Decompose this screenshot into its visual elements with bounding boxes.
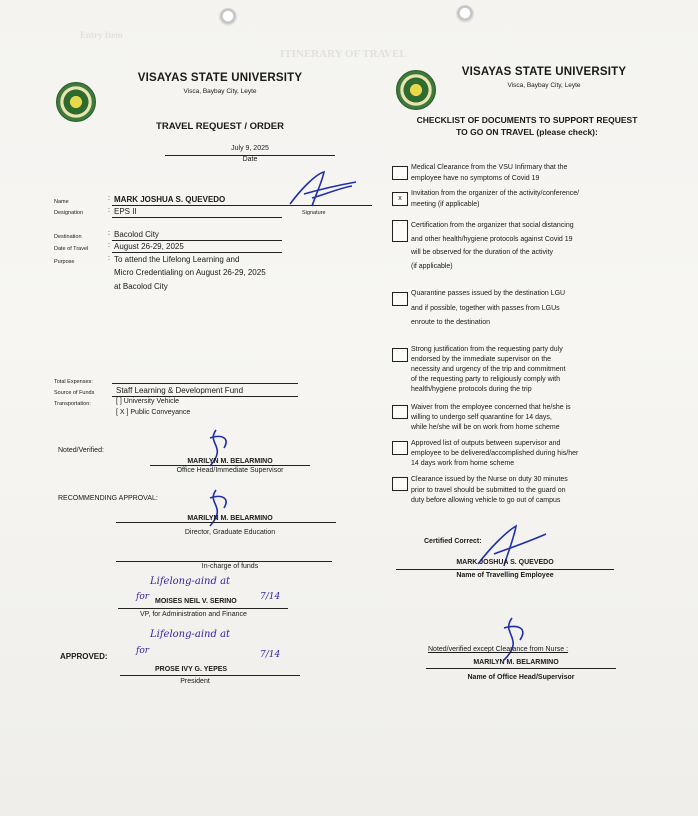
employee-underline	[396, 569, 614, 570]
supervisor-title: Name of Office Head/Supervisor	[467, 674, 575, 681]
checklist-checkbox[interactable]	[392, 441, 408, 455]
transport-option-university-vehicle: [ ] University Vehicle	[116, 398, 180, 405]
checklist-item-text: duty before allowing vehicle to go out of campus	[411, 497, 561, 504]
transport-option-public-conveyance: [ X ] Public Conveyance	[116, 409, 191, 416]
university-seal-icon	[396, 70, 436, 110]
checklist-item-text: endorsed by the immediate supervisor on the	[411, 356, 552, 363]
checklist-item-text: while he/she will be on work from home scheme	[411, 424, 560, 431]
president-name: PROSE IVY G. YEPES	[155, 666, 228, 673]
punch-hole-icon	[219, 8, 237, 26]
bleed-through-text: Entry Item	[80, 30, 123, 40]
noted-except-label: Noted/verified except Clearance from Nurse :	[428, 646, 569, 653]
noted-underline	[150, 465, 310, 466]
checklist-checkbox[interactable]	[392, 220, 408, 242]
funds-title: In-charge of funds	[201, 563, 259, 570]
checklist-checkbox[interactable]	[392, 292, 408, 306]
checklist-checkbox[interactable]	[392, 348, 408, 362]
date-label: Date	[242, 156, 258, 163]
employee-name: MARK JOSHUA S. QUEVEDO	[456, 559, 554, 566]
university-seal-icon	[56, 82, 96, 122]
name-underline	[112, 205, 372, 206]
checklist-item-text: and other health/hygiene protocols against Covid 19	[411, 235, 573, 243]
vp-title: VP, for Administration and Finance	[140, 611, 247, 618]
checklist-item-text: Invitation from the organizer of the activity/conference/	[411, 190, 580, 197]
president-title: President	[180, 678, 210, 685]
checklist-checkbox[interactable]: x	[392, 192, 408, 206]
form-title: TRAVEL REQUEST / ORDER	[156, 121, 284, 132]
noted-label: Noted/Verified:	[58, 447, 104, 454]
noted-name: MARILYN M. BELARMINO	[187, 458, 273, 465]
checklist-item-text: Approved list of outputs between supervisor and	[411, 440, 561, 447]
approved-label: APPROVED:	[60, 652, 108, 661]
university-name: VISAYAS STATE UNIVERSITY	[137, 72, 303, 84]
handwritten-date: 7/14	[260, 650, 281, 660]
document-sheet: ITINERARY OF TRAVEL Entry Item VISAYAS STATE UNIVERSITY Visca, Baybay City, Leyte TRAVEL REQUEST / ORDER July 9, 2025 Date Name : MARK JOSHUA S. QUEVEDO Designation : EPS II Signature Destination : Bacolod City Date of Travel : August 26-29, 2025 Purpose : To attend the Lifelong Learning and Micro Credentialing on August 26-29, 2025 at Bacolod City Total Expenses: Source of Funds Staff Learning & Development Fund Transportation: [ ] University Vehicle [ X ] Public Conveyance Noted/Verified: MARILYN M. BELARMINO Office Head/Immediate Supervisor RECOMMENDING APPROVAL: MARILYN M. BELARMINO Director, Graduate Education In-charge of funds Lifelong-aind at for 7/14 MOISES NEIL V. SERINO VP, for Administration and Finance Lifelong-aind at for 7/14 APPROVED: PROSE IVY G. YEPES President VISAYAS STATE UNIVERSITY Visca, Baybay City, Leyte CHECKLIST OF DOCUMENTS TO SUPPORT REQUEST TO GO ON TRAVEL (please check): Medical Clearance from the VSU Infirmary that the employee have no symptoms of Covid 19 x Invitation from the organizer of the activity/conference/ meeting (if applicable) Certification from the organizer that social distancing and other health/hygiene protocols against Covid 19 will be observed for the duration of the activity (if applicable) Quarantine passes issued by the destination LGU and if possible, together with passes from LGUs enroute to the destination Strong justification from the requesting party duly endorsed by the immediate supervisor on the necessity and urgency of the trip and commitment of the requesting party to religiously comply with health/hygiene protocols during the trip Waiver from the employee concerned that he/she is willing to undergo self quarantine for 14 days, while he/she will be on work from home scheme Approved list of outputs between supervisor and employee to be delivered/accomplished during his/her 14 days work from home scheme Clearance issued by the Nurse on duty 30 minutes prior to travel should be submitted to the guard on duty before allowing vehicle to go out of campus Certified Correct: MARK JOSHUA S. QUEVEDO Name of Travelling Employee Noted/verified except Clearance from Nurse : MARILYN M. BELARMINO Name of Office Head/Supervisor	[0, 0, 698, 816]
designation-underline	[112, 217, 282, 218]
checklist-item-text: (if applicable)	[411, 262, 453, 270]
recommending-label: RECOMMENDING APPROVAL:	[58, 495, 158, 502]
source-of-funds-label: Source of Funds	[54, 390, 95, 396]
transportation-label: Transportation:	[54, 401, 91, 407]
supervisor-underline	[426, 668, 616, 669]
destination-value: Bacolod City	[114, 230, 159, 239]
destination-label: Destination	[54, 234, 82, 240]
president-underline	[120, 675, 300, 676]
destination-underline	[112, 240, 282, 241]
signature-label: Signature	[302, 210, 326, 216]
checklist-title: TO GO ON TRAVEL (please check):	[456, 127, 598, 137]
university-name: VISAYAS STATE UNIVERSITY	[461, 66, 627, 78]
checklist-item-text: Quarantine passes issued by the destination LGU	[411, 290, 566, 297]
checklist-checkbox[interactable]	[392, 477, 408, 491]
source-of-funds-value: Staff Learning & Development Fund	[116, 386, 244, 395]
source-of-funds-underline	[112, 396, 298, 397]
date-value: July 9, 2025	[231, 145, 269, 152]
date-of-travel-underline	[112, 252, 282, 253]
checklist-item-text: employee to be delivered/accomplished during his/her	[411, 450, 579, 457]
checklist-item-text: Strong justification from the requesting party duly	[411, 346, 563, 353]
designation-label: Designation	[54, 210, 84, 216]
purpose-line: To attend the Lifelong Learning and	[114, 255, 240, 264]
punch-hole-icon	[456, 5, 474, 23]
checklist-item-text: Waiver from the employee concerned that he/she is	[411, 404, 571, 411]
supervisor-signature	[490, 616, 540, 662]
purpose-label: Purpose	[54, 259, 75, 265]
university-address: Visca, Baybay City, Leyte	[507, 82, 581, 89]
vp-underline	[118, 608, 288, 609]
recommending-name: MARILYN M. BELARMINO	[187, 515, 273, 522]
total-expenses-label: Total Expenses:	[54, 379, 93, 385]
purpose-line: Micro Credentialing on August 26-29, 2025	[114, 268, 266, 277]
noted-title: Office Head/Immediate Supervisor	[176, 467, 284, 474]
checklist-checkbox[interactable]	[392, 166, 408, 180]
checklist-item-text: and if possible, together with passes from LGUs	[411, 304, 560, 312]
name-label: Name	[54, 199, 69, 205]
certified-label: Certified Correct:	[424, 538, 482, 545]
checklist-item-text: health/hygiene protocols during the trip	[411, 386, 532, 393]
vp-name: MOISES NEIL V. SERINO	[155, 598, 237, 605]
name-value: MARK JOSHUA S. QUEVEDO	[114, 195, 226, 204]
recommending-title: Director, Graduate Education	[184, 529, 276, 536]
checklist-title: CHECKLIST OF DOCUMENTS TO SUPPORT REQUEST	[416, 115, 638, 125]
date-of-travel-label: Date of Travel	[54, 246, 89, 252]
checklist-checkbox[interactable]	[392, 405, 408, 419]
employee-title: Name of Travelling Employee	[456, 572, 554, 579]
checklist-item-text: employee have no symptoms of Covid 19	[411, 175, 540, 182]
funds-underline	[116, 561, 332, 562]
checklist-item-text: will be observed for the duration of the activity	[411, 249, 554, 256]
recommending-underline	[116, 522, 336, 523]
checklist-item-text: prior to travel should be submitted to the guard on	[411, 486, 566, 494]
date-of-travel-value: August 26-29, 2025	[114, 242, 184, 251]
checklist-item-text: meeting (if applicable)	[411, 201, 480, 208]
supervisor-name: MARILYN M. BELARMINO	[473, 659, 559, 666]
bleed-through-text: ITINERARY OF TRAVEL	[280, 48, 407, 60]
purpose-line: at Bacolod City	[114, 282, 168, 291]
handwritten-note: for	[136, 646, 150, 656]
handwritten-date: 7/14	[260, 592, 281, 602]
checklist-item-text: enroute to the destination	[411, 319, 491, 326]
checklist-item-text: Clearance issued by the Nurse on duty 30 minutes	[411, 476, 568, 483]
university-address: Visca, Baybay City, Leyte	[183, 88, 257, 95]
total-expenses-underline	[112, 383, 298, 384]
checklist-item-text: willing to undergo self quarantine for 14 days,	[411, 414, 552, 421]
checklist-item-text: of the requesting party to religiously comply with	[411, 376, 561, 383]
checklist-item-text: necessity and urgency of the trip and commitment	[411, 366, 566, 373]
handwritten-note: for	[136, 592, 150, 602]
checklist-item-text: 14 days work from home scheme	[411, 460, 515, 467]
handwritten-note: Lifelong-aind at	[150, 629, 231, 640]
checklist-item-text: Certification from the organizer that social distancing	[411, 222, 574, 229]
handwritten-note: Lifelong-aind at	[150, 576, 231, 587]
checklist-item-text: Medical Clearance from the VSU Infirmary that the	[411, 164, 568, 171]
designation-value: EPS II	[114, 207, 137, 216]
